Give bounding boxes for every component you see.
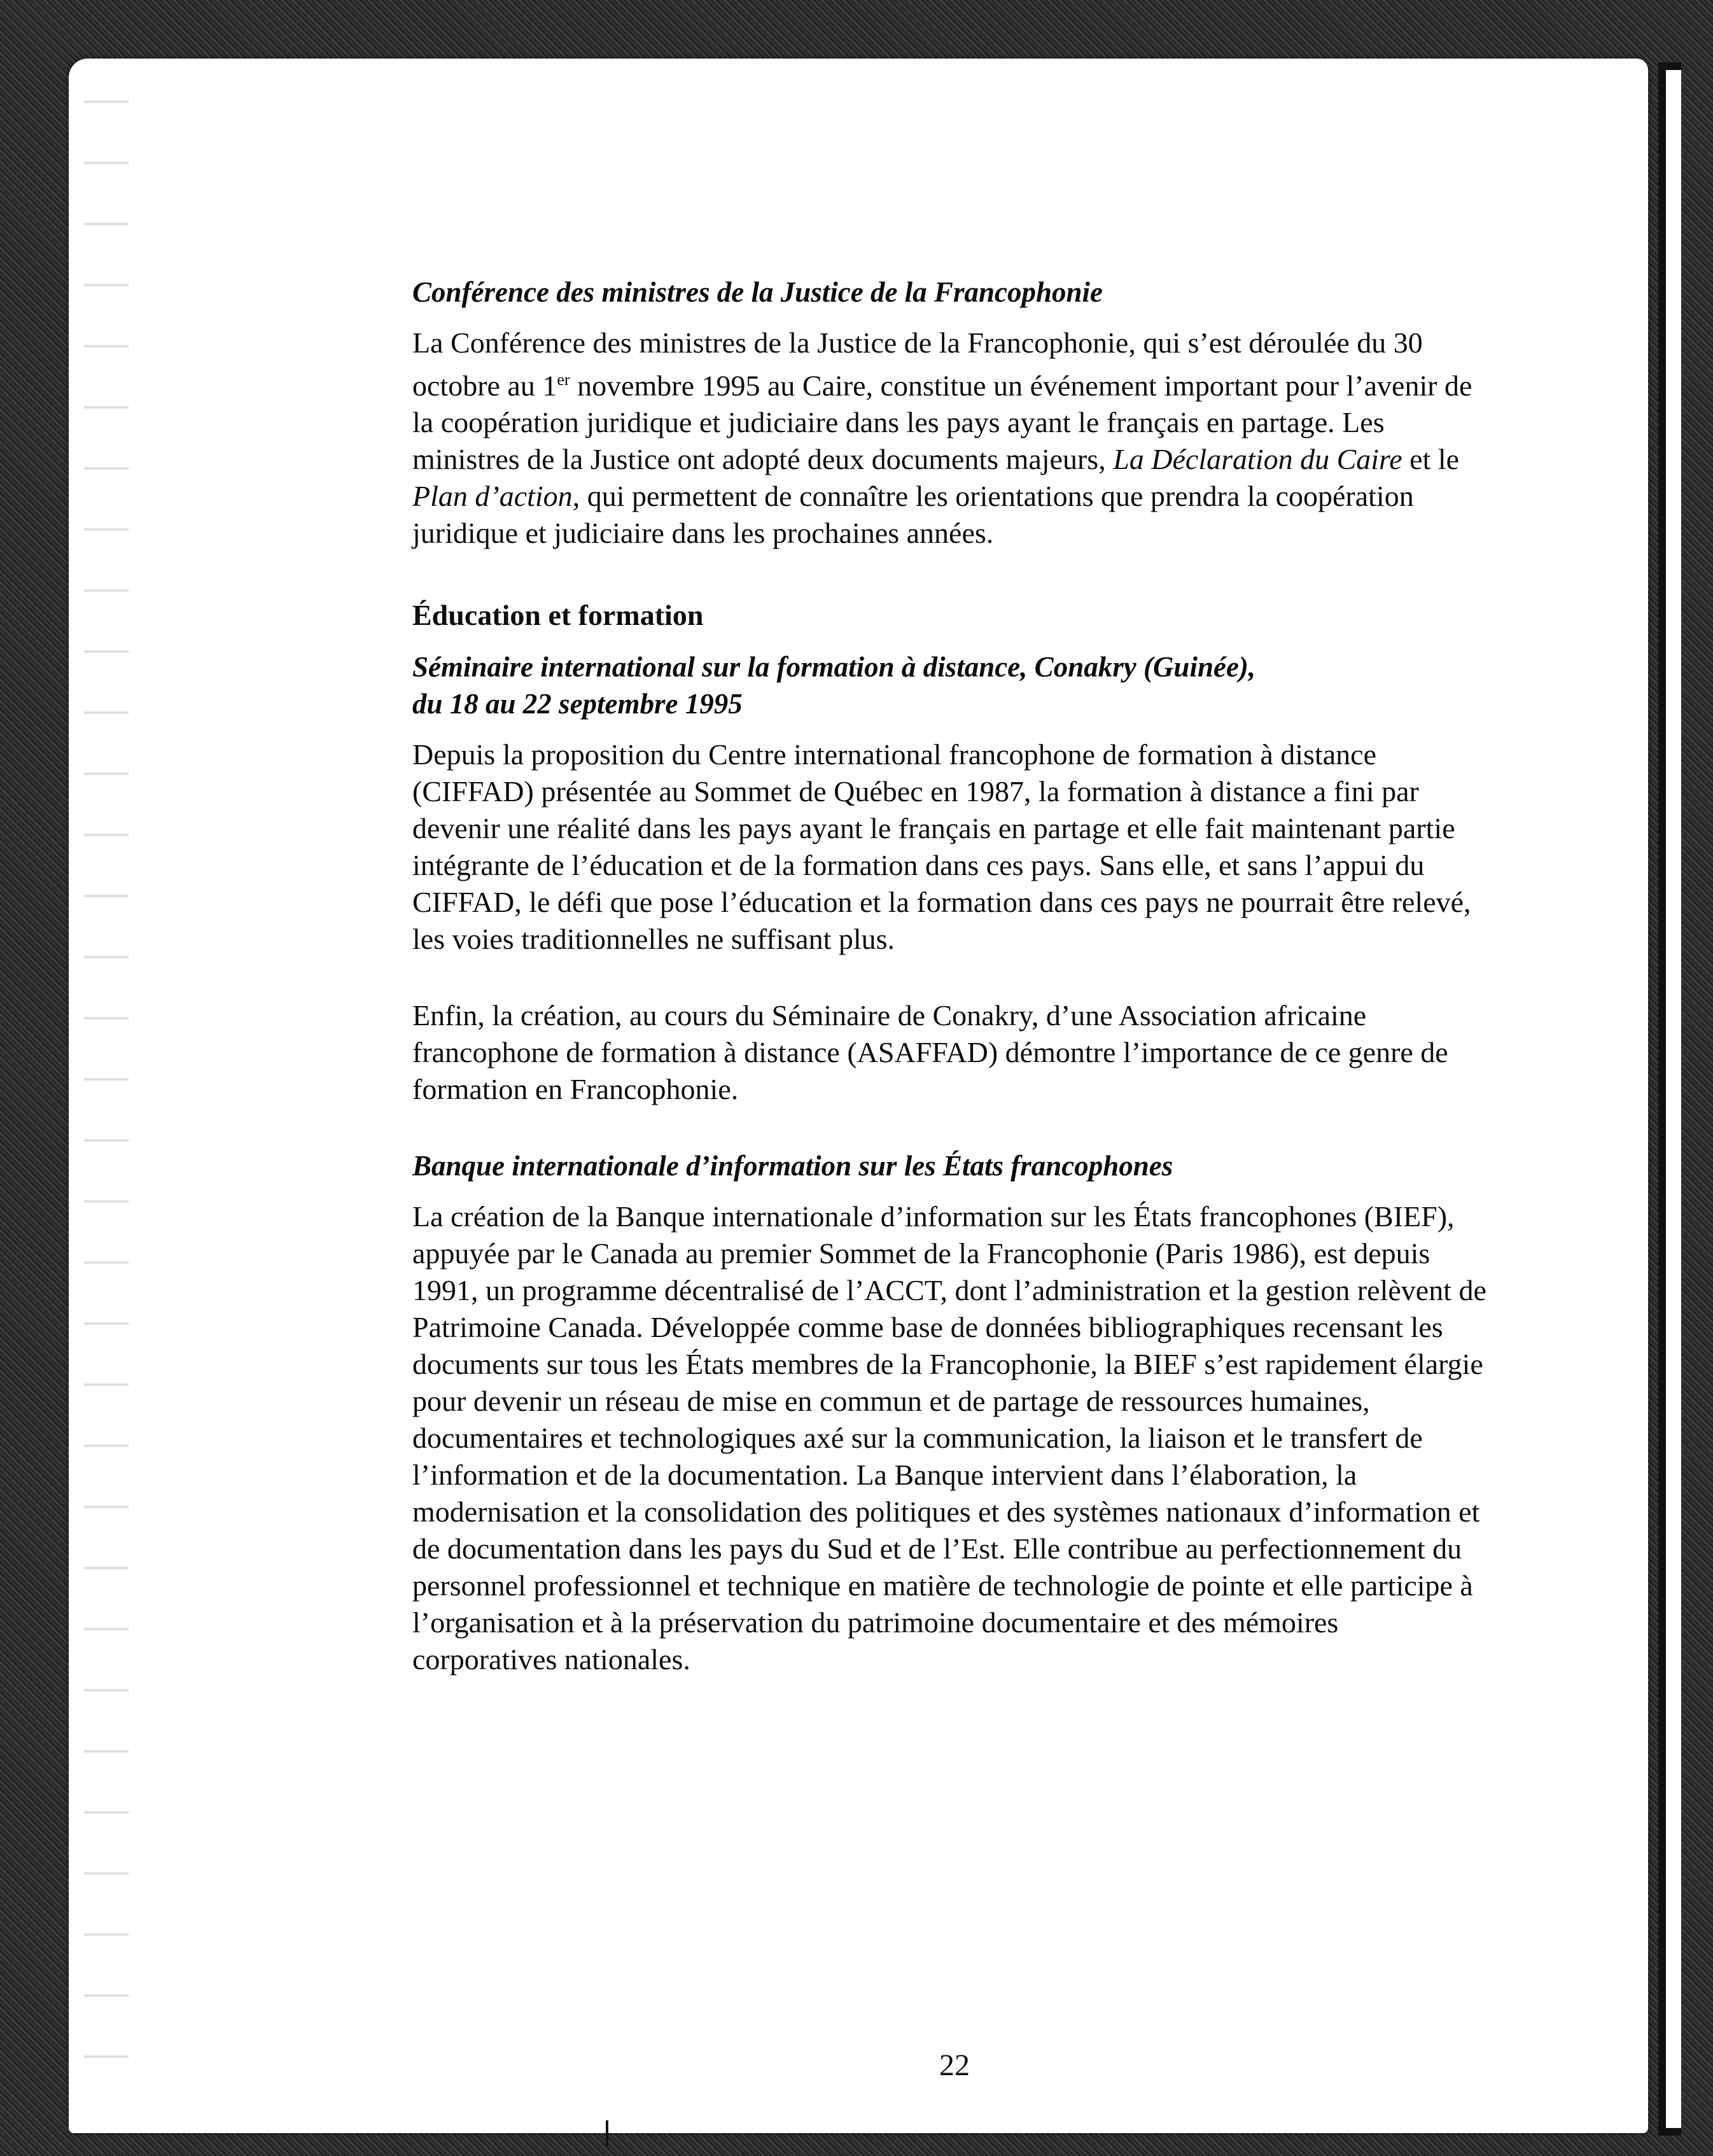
seminaire-paragraph-1: Depuis la proposition du Centre international francophone de formation à distance (CIFFAD) présentée au Sommet de Québec en 1987, la formation à distance a fini par devenir une réalité dans les pays ayant le français en partage et elle fait maintenant partie intégrante de l’éducation et de la formation dans ces pays. Sans elle, et sans l’appui du CIFFAD, le défi que pose l’éducation et la formation dans ces pays ne pourrait être relevé, les voies traditionnelles ne suffisant plus.: [412, 738, 1471, 956]
page-number: 22: [939, 2048, 970, 2082]
seminaire-title-line2: du 18 au 22 septembre 1995: [412, 688, 743, 720]
justice-conference-title: Conférence des ministres de la Justice de la Francophonie: [412, 276, 1103, 308]
page-edge-bracket: [1658, 62, 1681, 2136]
declaration-du-caire: La Déclaration du Caire: [1113, 443, 1402, 476]
seminaire-title: [412, 648, 1488, 722]
banque-title: Banque internationale d’information sur les États francophones: [412, 1150, 1173, 1182]
scan-mark: [606, 2120, 608, 2146]
justice-conference-paragraph: La Conférence des ministres de la Justice de la Francophonie, qui s’est déroulée du 30 octobre au 1er novembre 1995 au Caire, constitue un événement important pour l’avenir de la coopération juridique et judiciaire dans les pays ayant le français en partage. Les ministres de la Justice ont adopté deux documents majeurs, La Déclaration du Caire et le Plan d’action, qui permettent de connaître les orientations que prendra la coopération juridique et judiciaire dans les prochaines années.: [412, 326, 1472, 550]
seminaire-title-line1: Séminaire international sur la formation à distance, Conakry (Guinée),: [412, 651, 1256, 683]
banque-paragraph: La création de la Banque internationale d’information sur les États francophones (BIEF), appuyée par le Canada au premier Sommet de la Francophonie (Paris 1986), est depuis 1991, un programme décentralisé de l’ACCT, dont l’administration et la gestion relèvent de Patrimoine Canada. Développée comme base de données bibliographiques recensant les documents sur tous les États membres de la Francophonie, la BIEF s’est rapidement élargie pour devenir un réseau de mise en commun et de partage de ressources humaines, documentaires et technologiques axé sur la communication, la liaison et le transfert de l’information et de la documentation. La Banque intervient dans l’élaboration, la modernisation et la consolidation des politiques et des systèmes nationaux d’information et de documentation dans les pays du Sud et de l’Est. Elle contribue au perfectionnement du personnel professionnel et technique en matière de technologie de pointe et elle participe à l’organisation et à la préservation du patrimoine documentaire et des mémoires corporatives nationales.: [412, 1200, 1486, 1676]
ordinal-superscript: er: [557, 370, 570, 389]
document-body: [412, 274, 1488, 1678]
education-heading: Éducation et formation: [412, 599, 704, 632]
plan-d-action: Plan d’action: [412, 480, 573, 513]
scan-noise-margin: [84, 76, 129, 2113]
seminaire-paragraph-2: Enfin, la création, au cours du Séminaire de Conakry, d’une Association africaine francophone de formation à distance (ASAFFAD) démontre l’importance de ce genre de formation en Francophonie.: [412, 999, 1448, 1106]
